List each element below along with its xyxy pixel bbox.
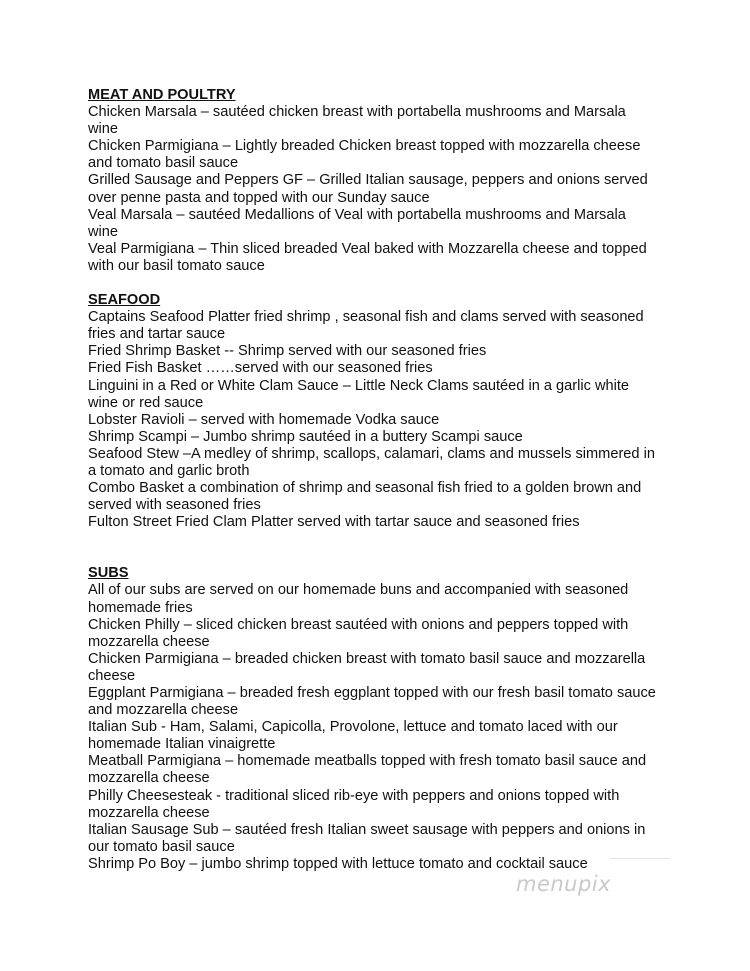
menu-item: Veal Parmigiana – Thin sliced breaded Veal baked with Mozzarella cheese and topped with our basil tomato sauce	[88, 240, 647, 274]
menu-item: Grilled Sausage and Peppers GF – Grilled Italian sausage, peppers and onions served over penne pasta and topped with our Sunday sauce	[88, 172, 648, 206]
menu-item: Chicken Philly – sliced chicken breast sautéed with onions and peppers topped with mozzarella cheese	[88, 616, 629, 650]
menu-item: Captains Seafood Platter fried shrimp , seasonal fish and clams served with seasoned fries and tartar sauce	[88, 309, 644, 343]
section-subs	[88, 565, 678, 873]
menu-item: Shrimp Scampi – Jumbo shrimp sautéed in a buttery Scampi sauce	[88, 428, 523, 445]
menu-item: Chicken Marsala – sautéed chicken breast with portabella mushrooms and Marsala wine	[88, 104, 626, 138]
menu-item: Chicken Parmigiana – Lightly breaded Chicken breast topped with mozzarella cheese and tomato basil sauce	[88, 138, 641, 172]
menu-item: Combo Basket a combination of shrimp and seasonal fish fried to a golden brown and served with seasoned fries	[88, 480, 642, 514]
section-title: SEAFOOD	[88, 292, 161, 309]
section-title: SUBS	[88, 565, 129, 582]
menu-item: Fulton Street Fried Clam Platter served with tartar sauce and seasoned fries	[88, 514, 580, 531]
menu-page	[88, 87, 678, 873]
menu-item: Italian Sub - Ham, Salami, Capicolla, Provolone, lettuce and tomato laced with our homemade Italian vinaigrette	[88, 719, 618, 753]
spacer	[88, 275, 678, 292]
menu-item: Eggplant Parmigiana – breaded fresh eggplant topped with our fresh basil tomato sauce and mozzarella cheese	[88, 685, 656, 719]
section-seafood	[88, 292, 678, 531]
menu-item: Seafood Stew –A medley of shrimp, scallops, calamari, clams and mussels simmered in a tomato and garlic broth	[88, 445, 655, 479]
menu-item: Meatball Parmigiana – homemade meatballs topped with fresh tomato basil sauce and mozzarella cheese	[88, 753, 647, 787]
menu-item: Chicken Parmigiana – breaded chicken breast with tomato basil sauce and mozzarella cheese	[88, 650, 646, 684]
menu-item: Philly Cheesesteak - traditional sliced rib-eye with peppers and onions topped with mozzarella cheese	[88, 787, 620, 821]
section-title: MEAT AND POULTRY	[88, 87, 236, 103]
menupix-watermark: menupix	[516, 872, 612, 896]
menu-item: Italian Sausage Sub – sautéed fresh Italian sweet sausage with peppers and onions in our tomato basil sauce	[88, 821, 646, 855]
watermark-line	[610, 858, 670, 859]
menu-item: Fried Shrimp Basket -- Shrimp served with our seasoned fries	[88, 343, 487, 360]
menu-item: Fried Fish Basket ……served with our seasoned fries	[88, 360, 433, 377]
menu-item: Veal Marsala – sautéed Medallions of Veal with portabella mushrooms and Marsala wine	[88, 206, 626, 240]
spacer	[88, 531, 678, 565]
section-meat-and-poultry	[88, 87, 678, 275]
menu-item: Shrimp Po Boy – jumbo shrimp topped with lettuce tomato and cocktail sauce	[88, 855, 588, 872]
menu-item: Lobster Ravioli – served with homemade Vodka sauce	[88, 411, 440, 428]
menu-item: Linguini in a Red or White Clam Sauce – Little Neck Clams sautéed in a garlic white wine or red sauce	[88, 377, 630, 411]
menu-item: All of our subs are served on our homemade buns and accompanied with seasoned homemade fries	[88, 582, 629, 616]
